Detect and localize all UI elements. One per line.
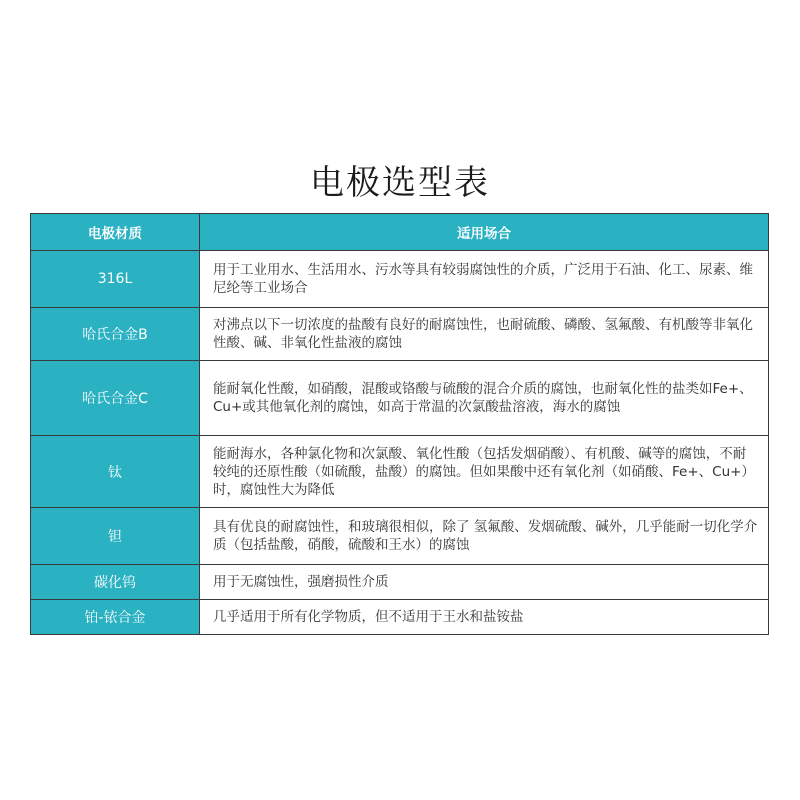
usage-cell: 用于工业用水、生活用水、污水等具有较弱腐蚀性的介质，广泛用于石油、化工、尿素、维尼纶等工业场合 — [200, 251, 769, 308]
table-row — [31, 565, 769, 600]
page-title: 电极选型表 — [310, 163, 490, 203]
table-row — [31, 600, 769, 635]
material-cell: 铂-铱合金 — [31, 600, 200, 635]
table-row — [31, 436, 769, 508]
material-cell: 碳化钨 — [31, 565, 200, 600]
table-row — [31, 508, 769, 565]
usage-cell: 对沸点以下一切浓度的盐酸有良好的耐腐蚀性，也耐硫酸、磷酸、氢氟酸、有机酸等非氧化性酸、碱、非氧化性盐液的腐蚀 — [200, 308, 769, 361]
material-cell: 316L — [31, 251, 200, 308]
usage-cell: 能耐海水，各种氯化物和次氯酸、氧化性酸（包括发烟硝酸）、有机酸、碱等的腐蚀，不耐较纯的还原性酸（如硫酸，盐酸）的腐蚀。但如果酸中还有氧化剂（如硝酸、Fe+、Cu+）时，腐蚀性大为降低 — [200, 436, 769, 508]
usage-cell: 能耐氧化性酸，如硝酸，混酸或铬酸与硫酸的混合介质的腐蚀，也耐氧化性的盐类如Fe+、Cu+或其他氧化剂的腐蚀，如高于常温的次氯酸盐溶液，海水的腐蚀 — [200, 361, 769, 436]
usage-cell: 具有优良的耐腐蚀性，和玻璃很相似，除了 氢氟酸、发烟硫酸、碱外，几乎能耐一切化学介质（包括盐酸，硝酸，硫酸和王水）的腐蚀 — [200, 508, 769, 565]
header-material: 电极材质 — [31, 214, 200, 251]
material-cell: 哈氏合金B — [31, 308, 200, 361]
table-header-row — [31, 214, 769, 251]
table-row — [31, 251, 769, 308]
usage-cell: 用于无腐蚀性，强磨损性介质 — [200, 565, 769, 600]
table-row — [31, 361, 769, 436]
header-usage: 适用场合 — [200, 214, 769, 251]
material-cell: 钛 — [31, 436, 200, 508]
usage-cell: 几乎适用于所有化学物质，但不适用于王水和盐铵盐 — [200, 600, 769, 635]
table-row — [31, 308, 769, 361]
material-cell: 钽 — [31, 508, 200, 565]
material-cell: 哈氏合金C — [31, 361, 200, 436]
electrode-selection-table — [30, 213, 769, 635]
